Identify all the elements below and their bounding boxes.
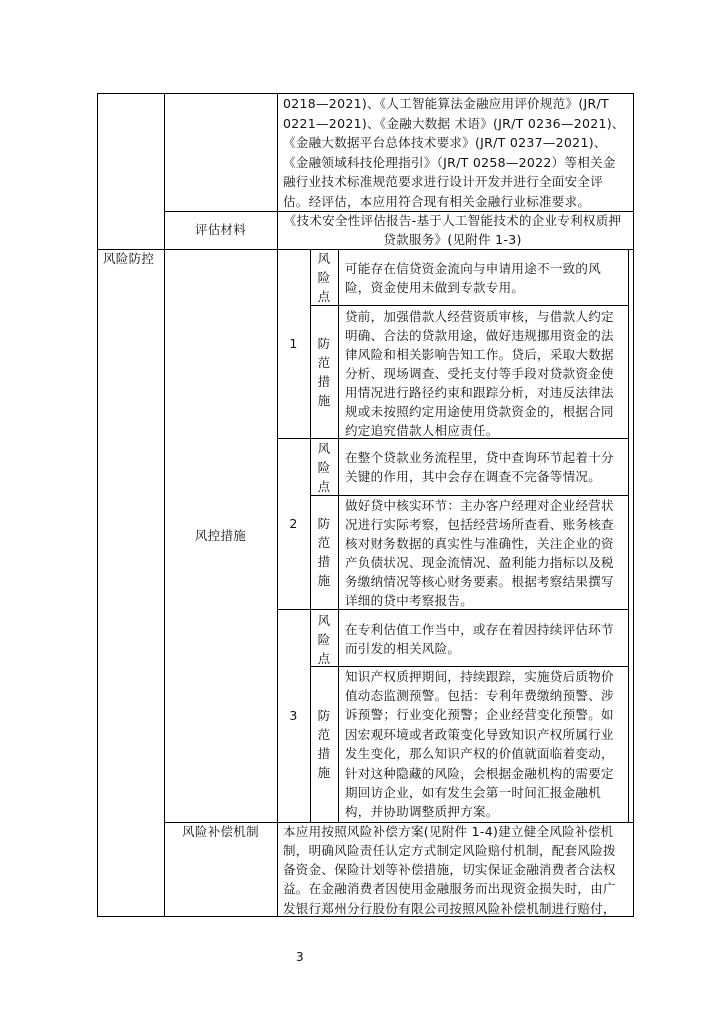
label-char: 施 [317,572,331,588]
text-line: 融行业技术标准规范要求进行设计开发并进行全面安全评 [283,174,604,189]
page-number [290,948,310,966]
cell-label: 风险防控 [103,251,155,266]
text-line: 益。在金融消费者因使用金融服务而出现资金损失时，由广 [283,881,616,897]
text-line: 构，并协助调整质押方案。 [345,804,499,820]
text-line: 在整个贷款业务流程里，贷中查询环节起着十分 [345,449,614,465]
risk-item-number [277,334,310,353]
risk-item-number [277,706,310,725]
text-line: 核对财务数据的真实性与准确性，关注企业的资 [345,535,614,551]
text-line: 《金融大数据平台总体技术要求》(JR/T 0237—2021)、 [283,135,607,150]
text-line: 关键的作用，其中会存在调查不完备等情况。 [345,468,602,484]
prevention-label [310,514,338,590]
text-line: 险，资金使用未做到专款专用。 [345,279,525,295]
prevention-content [345,667,627,822]
text-line: 贷前，加强借款人经营资质审核，与借款人约定 [345,308,614,324]
text-line: 诉预警；行业变化预警；企业经营变化预警。如 [345,707,614,723]
label-char: 范 [317,354,331,370]
label-char: 施 [317,392,331,408]
text-line: 期回访企业，如有发生会第一时间汇报金融机 [345,784,602,800]
label-char: 防 [317,515,331,531]
text-line: 贷款服务》(见附件 1-3) [383,231,522,247]
risk-point-label [310,439,338,496]
text-line: 发银行郑州分行股份有限公司按照风险补偿机制进行赔付， [283,900,616,916]
text-line: 而引发的相关风险。 [345,640,461,656]
text-line: 值动态监测预警。包括：专利年费缴纳预警、涉 [345,687,614,703]
risk-point-content [345,259,627,297]
risk-measures-label [164,526,277,545]
cell-label: 评估材料 [194,222,247,237]
label-char: 措 [317,373,331,389]
label-char: 防 [317,708,331,723]
prevention-content [345,496,627,610]
label-char: 措 [317,746,331,761]
text-line: 针对这种隐藏的风险，会根据金融机构的需要定 [345,765,614,781]
label-char: 防 [317,335,331,351]
assessment-materials-content [277,212,628,249]
text-line: 《技术安全性评估报告-基于人工智能技术的企业专利权质押 [283,213,622,228]
risk-control-category [103,249,163,268]
label-char: 点 [317,478,331,494]
text-line: 可能存在信贷资金流向与申请用途不一致的风 [345,260,602,276]
label-char: 风 [317,251,331,266]
label-char: 措 [317,553,331,569]
label-char: 险 [317,631,331,647]
risk-point-content [345,448,627,486]
table-rule [338,249,339,822]
table-rule [97,93,98,916]
text-line: 知识产权质押期间，持续跟踪，实施贷后质物价 [345,668,614,684]
prevention-label [310,334,338,410]
continued-row-content [283,94,629,211]
risk-compensation-label [164,822,277,841]
text-line: 估。经评估，本应用符合现有相关金融行业标准要求。 [283,193,591,209]
risk-point-label [310,249,338,306]
page-number-text: 3 [296,950,304,964]
item-number: 3 [289,708,298,723]
text-line: 0218—2021)、《人工智能算法金融应用评价规范》(JR/T [283,96,609,111]
label-char: 险 [317,270,331,285]
table-rule [633,93,634,917]
text-line: 务缴纳情况等核心财务要素。根据考察结果撰写 [345,573,614,589]
text-line: 明确、合法的贷款用途，做好违规挪用资金的法 [345,327,614,343]
risk-point-content [345,620,627,658]
label-char: 点 [317,289,331,304]
text-line: 用情况进行路径约束和跟踪分析，对违反法律法 [345,384,614,400]
text-line: 因宏观环境或者政策变化导致知识产权所属行业 [345,726,614,742]
prevention-label [310,706,338,782]
text-line: 备资金、保险计划等补偿措施，切实保证金融消费者合法权 [283,862,616,878]
label-char: 施 [317,765,331,780]
text-line: 发生变化，那么知识产权的价值就面临着变动， [345,746,614,762]
label-char: 风 [317,440,331,456]
cell-label: 风控措施 [194,528,247,543]
text-line: 约定追究借款人相应责任。 [345,422,499,438]
label-char: 点 [317,650,331,666]
table-rule [628,249,629,822]
text-line: 本应用按照风险补偿方案(见附件 1-4)建立健全风险补偿机 [283,823,614,839]
assessment-materials-label [164,220,277,239]
item-number: 2 [289,516,298,531]
text-line: 详细的贷中考察报告。 [345,592,474,608]
table-rule [97,249,633,250]
text-line: 做好贷中核实环节：主办客户经理对企业经营状 [345,497,614,513]
prevention-content [345,307,627,440]
text-line: 《金融领域科技伦理指引》（JR/T 0258—2022）等相关金 [283,154,616,170]
text-line: 制，明确风险责任认定方式制定风险赔付机制，配套风险拨 [283,842,616,858]
text-line: 0221—2021)、《金融大数据 术语》(JR/T 0236—2021)、 [283,115,625,131]
label-char: 风 [317,612,331,628]
text-line: 产负债状况、现金流情况、盈利能力指标以及税 [345,554,614,570]
label-char: 范 [317,727,331,742]
text-line: 况进行实际考察，包括经营场所查看、账务核查 [345,516,614,532]
text-line: 在专利估值工作当中，或存在着因持续评估环节 [345,621,614,637]
text-line: 分析、现场调查、受托支付等手段对贷款资金使 [345,365,614,381]
risk-point-label [310,611,338,668]
label-char: 险 [317,459,331,475]
text-line: 规或未按照约定用途使用贷款资金的，根据合同 [345,403,614,419]
text-line: 律风险和相关影响告知工作。贷后，采取大数据 [345,346,614,362]
item-number: 1 [289,336,298,351]
label-char: 范 [317,534,331,550]
risk-item-number [277,514,310,533]
table-rule [164,93,165,916]
risk-compensation-content [283,822,631,918]
cell-label: 风险补偿机制 [182,824,259,839]
